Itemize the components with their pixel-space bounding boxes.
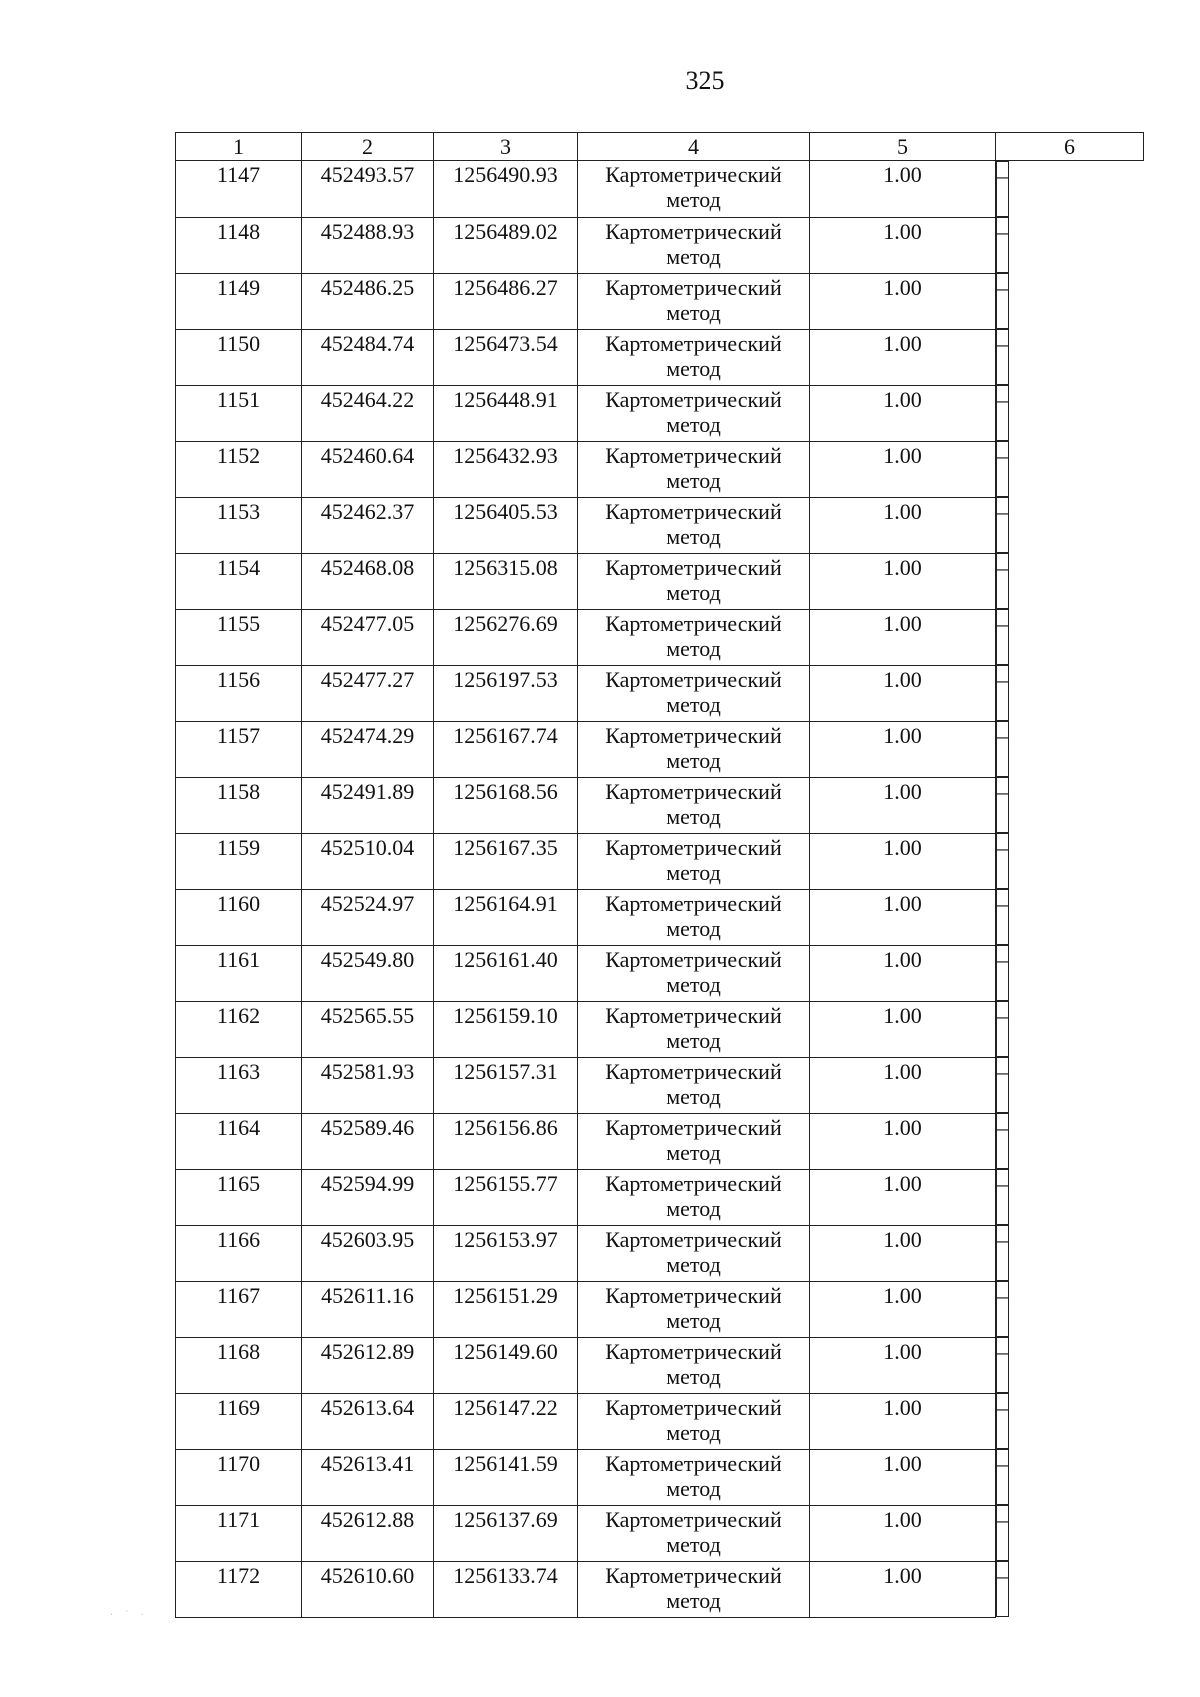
point-number-cell: 1171 (176, 1505, 302, 1561)
column-header-6: 6 (996, 133, 1144, 161)
method-cell: Картометрический метод (578, 1505, 810, 1561)
x-coordinate-cell: 452464.22 (302, 385, 434, 441)
point-number-cell: 1159 (176, 833, 302, 889)
method-cell: Картометрический метод (578, 217, 810, 273)
note-cell: – (996, 609, 1009, 665)
table-row (176, 721, 1144, 777)
table-row (176, 833, 1144, 889)
note-cell: – (996, 329, 1009, 385)
x-coordinate-cell: 452549.80 (302, 945, 434, 1001)
x-coordinate-cell: 452488.93 (302, 217, 434, 273)
y-coordinate-cell: 1256157.31 (434, 1057, 578, 1113)
table-row (176, 217, 1144, 273)
note-cell: – (996, 945, 1009, 1001)
note-cell: – (996, 833, 1009, 889)
point-number-cell: 1151 (176, 385, 302, 441)
method-cell: Картометрический метод (578, 889, 810, 945)
table-row (176, 1225, 1144, 1281)
accuracy-cell: 1.00 (810, 441, 996, 497)
table-body (176, 161, 1144, 1618)
point-number-cell: 1148 (176, 217, 302, 273)
point-number-cell: 1149 (176, 273, 302, 329)
accuracy-cell: 1.00 (810, 1281, 996, 1337)
accuracy-cell: 1.00 (810, 889, 996, 945)
point-number-cell: 1163 (176, 1057, 302, 1113)
y-coordinate-cell: 1256405.53 (434, 497, 578, 553)
y-coordinate-cell: 1256156.86 (434, 1113, 578, 1169)
table-row (176, 1337, 1144, 1393)
accuracy-cell: 1.00 (810, 385, 996, 441)
method-cell: Картометрический метод (578, 161, 810, 218)
point-number-cell: 1156 (176, 665, 302, 721)
note-cell: – (996, 1561, 1009, 1617)
accuracy-cell: 1.00 (810, 273, 996, 329)
note-cell: – (996, 1169, 1009, 1225)
y-coordinate-cell: 1256159.10 (434, 1001, 578, 1057)
point-number-cell: 1162 (176, 1001, 302, 1057)
accuracy-cell: 1.00 (810, 1505, 996, 1561)
method-cell: Картометрический метод (578, 385, 810, 441)
note-cell: – (996, 1449, 1009, 1505)
point-number-cell: 1170 (176, 1449, 302, 1505)
coordinates-table (175, 132, 1144, 1618)
point-number-cell: 1152 (176, 441, 302, 497)
note-cell: – (996, 497, 1009, 553)
y-coordinate-cell: 1256147.22 (434, 1393, 578, 1449)
x-coordinate-cell: 452510.04 (302, 833, 434, 889)
x-coordinate-cell: 452491.89 (302, 777, 434, 833)
point-number-cell: 1150 (176, 329, 302, 385)
accuracy-cell: 1.00 (810, 1337, 996, 1393)
y-coordinate-cell: 1256161.40 (434, 945, 578, 1001)
method-cell: Картометрический метод (578, 609, 810, 665)
table-row (176, 497, 1144, 553)
y-coordinate-cell: 1256149.60 (434, 1337, 578, 1393)
column-header-2: 2 (302, 133, 434, 161)
x-coordinate-cell: 452581.93 (302, 1057, 434, 1113)
y-coordinate-cell: 1256168.56 (434, 777, 578, 833)
point-number-cell: 1172 (176, 1561, 302, 1617)
table-header (176, 133, 1144, 161)
note-cell: – (996, 1337, 1009, 1393)
method-cell: Картометрический метод (578, 553, 810, 609)
accuracy-cell: 1.00 (810, 665, 996, 721)
note-cell: – (996, 217, 1009, 273)
method-cell: Картометрический метод (578, 1001, 810, 1057)
method-cell: Картометрический метод (578, 1225, 810, 1281)
x-coordinate-cell: 452493.57 (302, 161, 434, 218)
table-row (176, 1505, 1144, 1561)
point-number-cell: 1160 (176, 889, 302, 945)
method-cell: Картометрический метод (578, 1393, 810, 1449)
x-coordinate-cell: 452460.64 (302, 441, 434, 497)
point-number-cell: 1168 (176, 1337, 302, 1393)
accuracy-cell: 1.00 (810, 1113, 996, 1169)
x-coordinate-cell: 452611.16 (302, 1281, 434, 1337)
x-coordinate-cell: 452477.27 (302, 665, 434, 721)
method-cell: Картометрический метод (578, 777, 810, 833)
y-coordinate-cell: 1256490.93 (434, 161, 578, 218)
method-cell: Картометрический метод (578, 441, 810, 497)
point-number-cell: 1167 (176, 1281, 302, 1337)
x-coordinate-cell: 452524.97 (302, 889, 434, 945)
method-cell: Картометрический метод (578, 329, 810, 385)
table-row (176, 1393, 1144, 1449)
table-row (176, 1281, 1144, 1337)
accuracy-cell: 1.00 (810, 1169, 996, 1225)
method-cell: Картометрический метод (578, 1337, 810, 1393)
table-row (176, 1113, 1144, 1169)
accuracy-cell: 1.00 (810, 161, 996, 218)
note-cell: – (996, 1393, 1009, 1449)
x-coordinate-cell: 452594.99 (302, 1169, 434, 1225)
method-cell: Картометрический метод (578, 833, 810, 889)
accuracy-cell: 1.00 (810, 1225, 996, 1281)
note-cell: – (996, 889, 1009, 945)
accuracy-cell: 1.00 (810, 609, 996, 665)
table-row (176, 385, 1144, 441)
x-coordinate-cell: 452477.05 (302, 609, 434, 665)
table-row (176, 1561, 1144, 1617)
note-cell: – (996, 161, 1009, 217)
x-coordinate-cell: 452486.25 (302, 273, 434, 329)
method-cell: Картометрический метод (578, 1281, 810, 1337)
table-row (176, 665, 1144, 721)
y-coordinate-cell: 1256489.02 (434, 217, 578, 273)
point-number-cell: 1155 (176, 609, 302, 665)
y-coordinate-cell: 1256137.69 (434, 1505, 578, 1561)
note-cell: – (996, 553, 1009, 609)
accuracy-cell: 1.00 (810, 1561, 996, 1617)
table-row (176, 441, 1144, 497)
x-coordinate-cell: 452603.95 (302, 1225, 434, 1281)
method-cell: Картометрический метод (578, 497, 810, 553)
table-row (176, 161, 1144, 218)
accuracy-cell: 1.00 (810, 1449, 996, 1505)
table-row (176, 777, 1144, 833)
y-coordinate-cell: 1256197.53 (434, 665, 578, 721)
y-coordinate-cell: 1256167.35 (434, 833, 578, 889)
y-coordinate-cell: 1256276.69 (434, 609, 578, 665)
y-coordinate-cell: 1256164.91 (434, 889, 578, 945)
x-coordinate-cell: 452468.08 (302, 553, 434, 609)
method-cell: Картометрический метод (578, 1169, 810, 1225)
x-coordinate-cell: 452612.88 (302, 1505, 434, 1561)
accuracy-cell: 1.00 (810, 217, 996, 273)
x-coordinate-cell: 452613.64 (302, 1393, 434, 1449)
note-cell: – (996, 1505, 1009, 1561)
point-number-cell: 1169 (176, 1393, 302, 1449)
x-coordinate-cell: 452613.41 (302, 1449, 434, 1505)
y-coordinate-cell: 1256167.74 (434, 721, 578, 777)
y-coordinate-cell: 1256486.27 (434, 273, 578, 329)
y-coordinate-cell: 1256141.59 (434, 1449, 578, 1505)
y-coordinate-cell: 1256473.54 (434, 329, 578, 385)
note-cell: – (996, 721, 1009, 777)
table-row (176, 1057, 1144, 1113)
x-coordinate-cell: 452474.29 (302, 721, 434, 777)
point-number-cell: 1165 (176, 1169, 302, 1225)
note-cell: – (996, 273, 1009, 329)
table-row (176, 553, 1144, 609)
page-number: 325 (685, 66, 725, 95)
accuracy-cell: 1.00 (810, 497, 996, 553)
note-cell: – (996, 1057, 1009, 1113)
y-coordinate-cell: 1256315.08 (434, 553, 578, 609)
column-header-3: 3 (434, 133, 578, 161)
point-number-cell: 1147 (176, 161, 302, 218)
note-cell: – (996, 777, 1009, 833)
x-coordinate-cell: 452610.60 (302, 1561, 434, 1617)
y-coordinate-cell: 1256432.93 (434, 441, 578, 497)
column-header-5: 5 (810, 133, 996, 161)
point-number-cell: 1153 (176, 497, 302, 553)
x-coordinate-cell: 452565.55 (302, 1001, 434, 1057)
x-coordinate-cell: 452589.46 (302, 1113, 434, 1169)
y-coordinate-cell: 1256133.74 (434, 1561, 578, 1617)
column-header-1: 1 (176, 133, 302, 161)
accuracy-cell: 1.00 (810, 1001, 996, 1057)
note-cell: – (996, 1001, 1009, 1057)
x-coordinate-cell: 452484.74 (302, 329, 434, 385)
accuracy-cell: 1.00 (810, 833, 996, 889)
accuracy-cell: 1.00 (810, 1057, 996, 1113)
table-row (176, 1169, 1144, 1225)
y-coordinate-cell: 1256151.29 (434, 1281, 578, 1337)
table-row (176, 1001, 1144, 1057)
scan-artifact: · ˙ · (110, 1610, 148, 1621)
point-number-cell: 1158 (176, 777, 302, 833)
x-coordinate-cell: 452612.89 (302, 1337, 434, 1393)
method-cell: Картометрический метод (578, 1113, 810, 1169)
header-row (176, 133, 1144, 161)
table-row (176, 609, 1144, 665)
table-row (176, 273, 1144, 329)
method-cell: Картометрический метод (578, 1057, 810, 1113)
method-cell: Картометрический метод (578, 1449, 810, 1505)
accuracy-cell: 1.00 (810, 777, 996, 833)
method-cell: Картометрический метод (578, 945, 810, 1001)
accuracy-cell: 1.00 (810, 721, 996, 777)
point-number-cell: 1161 (176, 945, 302, 1001)
note-cell: – (996, 385, 1009, 441)
note-cell: – (996, 1225, 1009, 1281)
point-number-cell: 1154 (176, 553, 302, 609)
point-number-cell: 1164 (176, 1113, 302, 1169)
method-cell: Картометрический метод (578, 721, 810, 777)
accuracy-cell: 1.00 (810, 329, 996, 385)
table-row (176, 1449, 1144, 1505)
method-cell: Картометрический метод (578, 273, 810, 329)
note-cell: – (996, 441, 1009, 497)
accuracy-cell: 1.00 (810, 1393, 996, 1449)
column-header-4: 4 (578, 133, 810, 161)
point-number-cell: 1157 (176, 721, 302, 777)
y-coordinate-cell: 1256448.91 (434, 385, 578, 441)
method-cell: Картометрический метод (578, 665, 810, 721)
table-row (176, 889, 1144, 945)
note-cell: – (996, 1281, 1009, 1337)
y-coordinate-cell: 1256153.97 (434, 1225, 578, 1281)
accuracy-cell: 1.00 (810, 945, 996, 1001)
method-cell: Картометрический метод (578, 1561, 810, 1617)
table-row (176, 329, 1144, 385)
accuracy-cell: 1.00 (810, 553, 996, 609)
note-cell: – (996, 665, 1009, 721)
point-number-cell: 1166 (176, 1225, 302, 1281)
table-row (176, 945, 1144, 1001)
y-coordinate-cell: 1256155.77 (434, 1169, 578, 1225)
x-coordinate-cell: 452462.37 (302, 497, 434, 553)
note-cell: – (996, 1113, 1009, 1169)
